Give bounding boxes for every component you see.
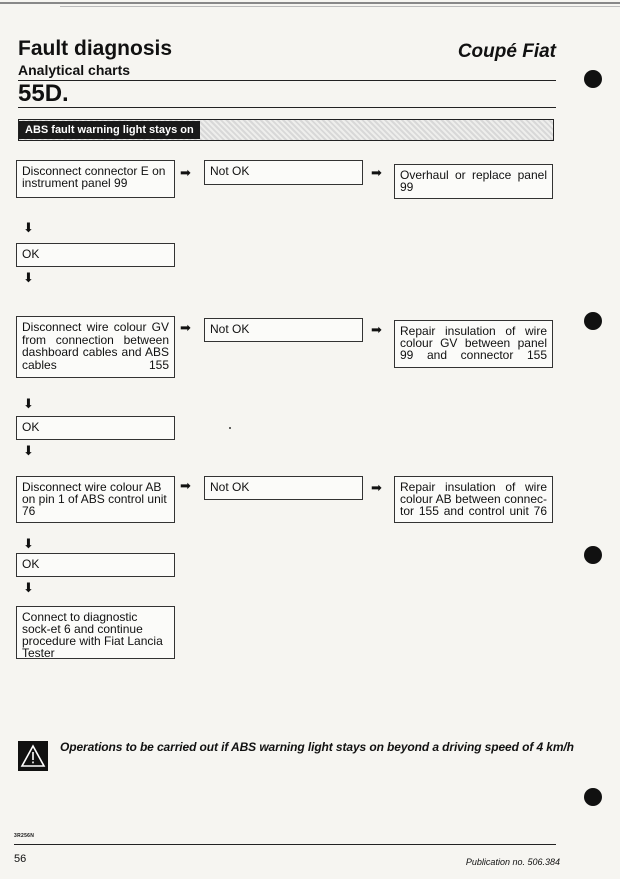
warning-note: Operations to be carried out if ABS warning light stays on beyond a driving speed of 4 km/h — [60, 740, 574, 754]
document-code: 3R256N — [14, 833, 35, 839]
brand-name: Coupé Fiat — [457, 41, 556, 62]
remedy-box-1: Overhaul or replace panel 99 — [394, 164, 553, 199]
arrow-down-icon: ⬇ — [23, 443, 34, 458]
remedy-box-2: Repair insulation of wire colour GV between panel 99 and connector 155 — [394, 320, 553, 368]
check-box-3: Disconnect wire colour AB on pin 1 of ABS control unit 76 — [16, 476, 175, 523]
arrow-right-icon: ➡ — [371, 165, 382, 180]
page-subtitle: Analytical charts — [18, 62, 131, 78]
publication-number: Publication no. 506.384 — [465, 857, 560, 867]
scan-edge-line — [60, 6, 620, 7]
section-rule — [18, 107, 556, 108]
warning-triangle-icon — [18, 741, 48, 771]
scan-edge-line — [0, 2, 620, 4]
scan-speck — [229, 427, 231, 429]
arrow-right-icon: ➡ — [371, 480, 382, 495]
page-number: 56 — [14, 853, 27, 865]
punch-hole — [584, 546, 602, 564]
arrow-right-icon: ➡ — [180, 478, 191, 493]
arrow-down-icon: ⬇ — [23, 270, 34, 285]
not-ok-box-3: Not OK — [204, 476, 363, 500]
final-step-box: Connect to diagnostic sock-et 6 and continue procedure with Fiat Lancia Tester — [16, 606, 175, 659]
check-box-2: Disconnect wire colour GV from connection between dashboard cables and ABS cables 155 — [16, 316, 175, 378]
chart-banner-label: ABS fault warning light stays on — [19, 121, 200, 139]
not-ok-box-1: Not OK — [204, 160, 363, 185]
arrow-down-icon: ⬇ — [23, 396, 34, 411]
chart-banner — [18, 119, 554, 141]
arrow-down-icon: ⬇ — [23, 536, 34, 551]
section-number: 55D. — [18, 80, 69, 107]
page-title: Fault diagnosis — [18, 37, 173, 60]
punch-hole — [584, 312, 602, 330]
header-rule — [18, 80, 556, 81]
arrow-down-icon: ⬇ — [23, 580, 34, 595]
ok-box-1: OK — [16, 243, 175, 267]
arrow-right-icon: ➡ — [180, 165, 191, 180]
not-ok-box-2: Not OK — [204, 318, 363, 342]
punch-hole — [584, 788, 602, 806]
arrow-right-icon: ➡ — [371, 322, 382, 337]
ok-box-2: OK — [16, 416, 175, 440]
arrow-down-icon: ⬇ — [23, 220, 34, 235]
footer-rule — [14, 844, 556, 845]
arrow-right-icon: ➡ — [180, 320, 191, 335]
punch-hole — [584, 70, 602, 88]
ok-box-3: OK — [16, 553, 175, 577]
remedy-box-3: Repair insulation of wire colour AB between connec-tor 155 and control unit 76 — [394, 476, 553, 523]
check-box-1: Disconnect connector E on instrument panel 99 — [16, 160, 175, 198]
